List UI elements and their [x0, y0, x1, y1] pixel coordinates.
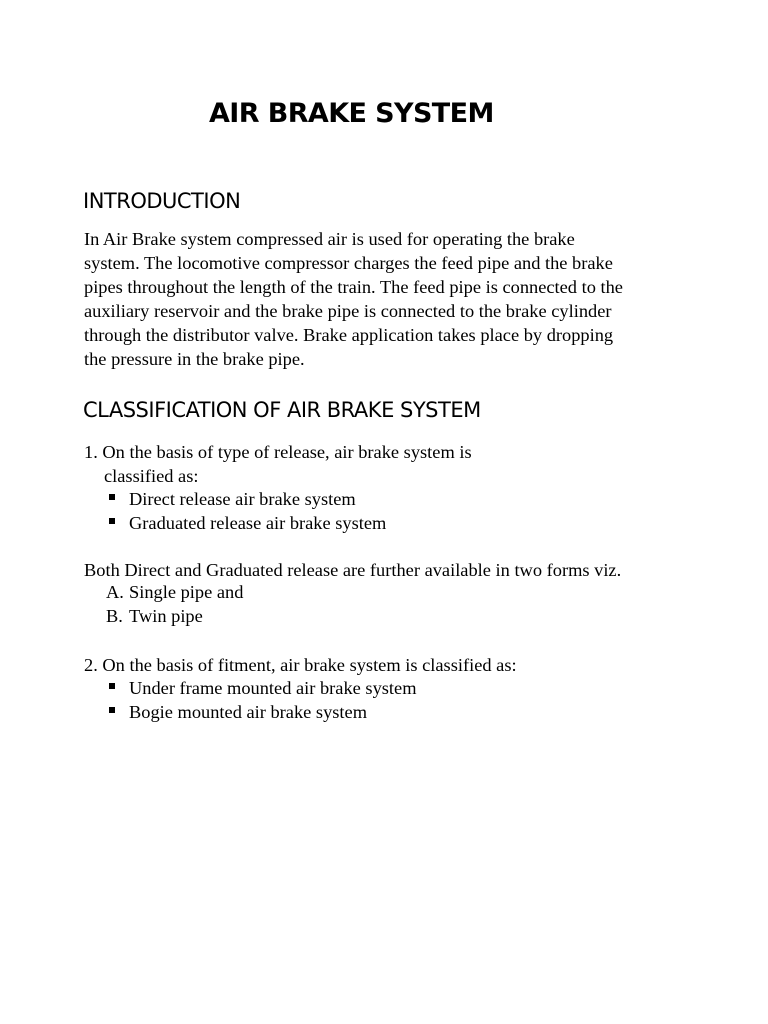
fitment-type-item: Bogie mounted air brake system	[129, 702, 368, 722]
introduction-paragraph	[84, 227, 684, 371]
introduction-heading: INTRODUCTION	[83, 189, 241, 213]
forms-intro-line: Both Direct and Graduated release are further available in two forms viz.	[84, 560, 622, 580]
paragraph-line: the pressure in the brake pipe.	[84, 349, 305, 369]
fitment-type-item: Under frame mounted air brake system	[129, 678, 417, 698]
paragraph-line: In Air Brake system compressed air is used for operating the brake	[84, 229, 575, 249]
pipe-form-item: Twin pipe	[129, 606, 203, 626]
release-type-item: Direct release air brake system	[129, 489, 356, 509]
classification-heading: CLASSIFICATION OF AIR BRAKE SYSTEM	[83, 398, 481, 422]
paragraph-line: system. The locomotive compressor charges the feed pipe and the brake	[84, 253, 613, 273]
release-criterion-continuation: classified as:	[104, 466, 199, 486]
square-bullet-icon	[109, 683, 115, 689]
document-title: AIR BRAKE SYSTEM	[209, 98, 494, 129]
square-bullet-icon	[109, 707, 115, 713]
paragraph-line: through the distributor valve. Brake application takes place by dropping	[84, 325, 614, 345]
fitment-criterion-line: 2. On the basis of fitment, air brake system is classified as:	[84, 655, 517, 675]
pipe-form-item: Single pipe and	[129, 582, 244, 602]
paragraph-line: auxiliary reservoir and the brake pipe is connected to the brake cylinder	[84, 301, 612, 321]
square-bullet-icon	[109, 494, 115, 500]
list-marker: B.	[106, 606, 123, 626]
paragraph-line: pipes throughout the length of the train. The feed pipe is connected to the	[84, 277, 623, 297]
release-type-item: Graduated release air brake system	[129, 513, 387, 533]
list-marker: A.	[106, 582, 124, 602]
release-criterion-line: 1. On the basis of type of release, air brake system is	[84, 442, 472, 462]
square-bullet-icon	[109, 518, 115, 524]
